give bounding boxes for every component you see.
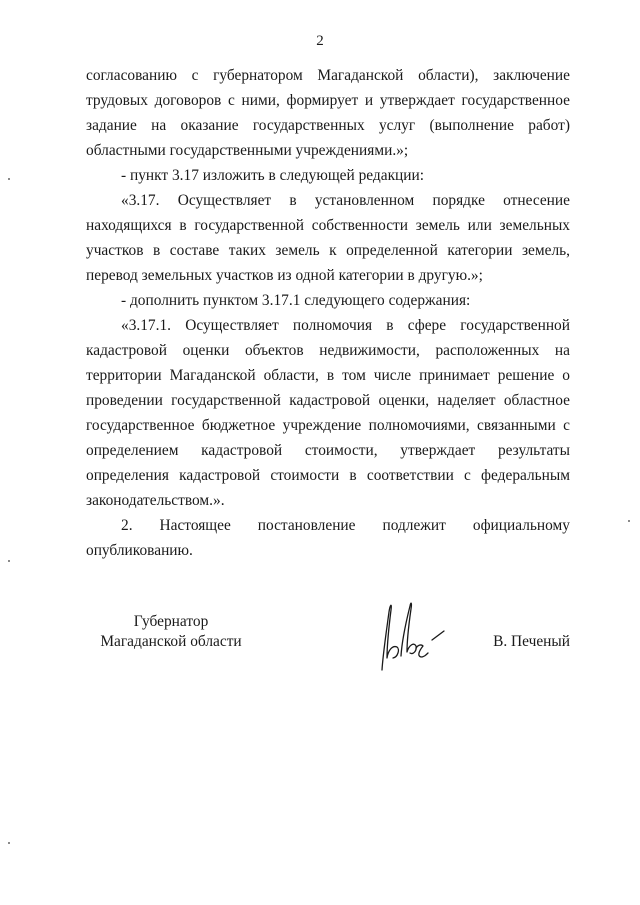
scan-margin-mark	[8, 560, 10, 562]
scan-margin-mark	[628, 520, 630, 522]
signer-position	[86, 612, 256, 652]
paragraph-clause-3-17: «3.17. Осуществляет в установленном порядке отнесение находящихся в государственной собственности земель или земельных участков в составе таких земель к определенной категории земель, перевод земельных участков из одной категории в другую.»;	[86, 192, 570, 284]
signer-name: В. Печеный	[493, 633, 570, 650]
paragraph-continuation: согласованию с губернатором Магаданской области), заключение трудовых договоров с ними, формирует и утверждает государственное задание на оказание государственных услуг (выполнение работ) областными государственными учреждениями.»;	[86, 67, 570, 159]
scan-margin-mark	[8, 842, 10, 844]
scan-margin-mark	[8, 178, 10, 180]
signature-block	[86, 612, 570, 692]
signer-position-line2: Магаданской области	[100, 633, 242, 650]
paragraph-publication: 2. Настоящее постановление подлежит официальному опубликованию.	[86, 517, 570, 559]
paragraph-amendment-3-17-intro: - пункт 3.17 изложить в следующей редакции:	[121, 167, 425, 184]
paragraph-clause-3-17-1: «3.17.1. Осуществляет полномочия в сфере государственной кадастровой оценки объектов недвижимости, расположенных на территории Магаданской области, в том числе принимает решение о проведении государственной кадастровой оценки, наделяет областное государственное бюджетное учреждение полномочиями, связанными с определением кадастровой стоимости, утверждает результаты определения кадастровой стоимости в соответствии с федеральным законодательством.».	[86, 317, 570, 509]
document-body	[86, 63, 570, 563]
page-number: 2	[316, 33, 324, 49]
paragraph-amendment-3-17-1-intro: - дополнить пунктом 3.17.1 следующего содержания:	[121, 292, 471, 309]
signer-position-line1: Губернатор	[133, 613, 209, 630]
handwritten-signature	[370, 596, 450, 676]
